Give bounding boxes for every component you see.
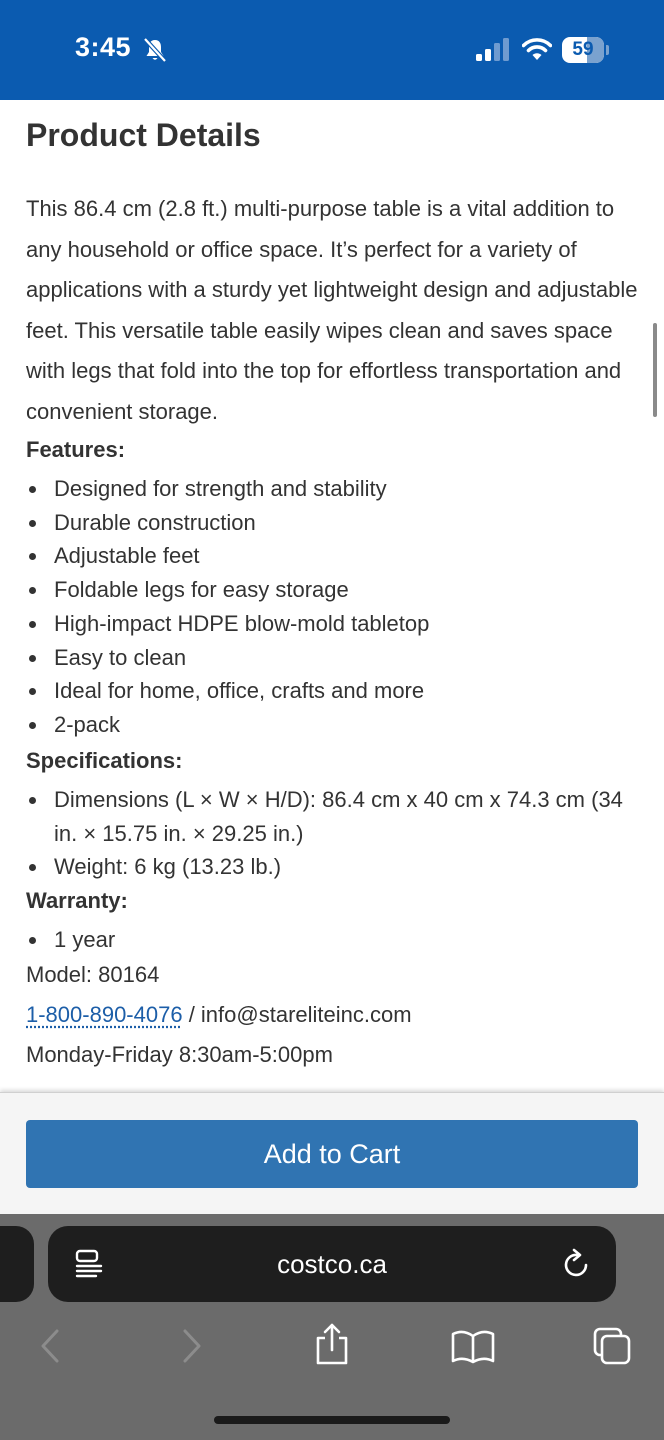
features-list bbox=[26, 472, 646, 742]
warranty-heading: Warranty: bbox=[26, 888, 128, 913]
product-description: This 86.4 cm (2.8 ft.) multi-purpose table is a vital addition to any household or office space. It’s perfect for a variety of applications with a sturdy yet lightweight design and adjustable feet. This versatile table easily wipes clean and saves space with legs that fold into the top for effortless transportation and convenient storage. bbox=[26, 196, 638, 424]
list-item: 2-pack bbox=[26, 708, 646, 742]
specifications-heading: Specifications: bbox=[26, 748, 183, 773]
battery-percentage: 59 bbox=[572, 39, 594, 60]
add-to-cart-button[interactable]: Add to Cart bbox=[26, 1120, 638, 1188]
bell-slash-icon bbox=[143, 37, 167, 63]
warranty-list bbox=[26, 923, 646, 957]
page-title: Product Details bbox=[26, 117, 261, 153]
forward-icon[interactable] bbox=[180, 1328, 204, 1364]
cellular-signal-icon bbox=[476, 38, 510, 62]
business-hours: Monday-Friday 8:30am-5:00pm bbox=[26, 1042, 333, 1067]
url-text: costco.ca bbox=[277, 1249, 387, 1279]
status-time: 3:45 bbox=[75, 32, 132, 62]
browser-toolbar bbox=[0, 1214, 664, 1440]
phone-link[interactable]: 1-800-890-4076 bbox=[26, 1002, 183, 1027]
battery-icon bbox=[562, 37, 610, 63]
list-item: Durable construction bbox=[26, 506, 646, 540]
add-to-cart-bar bbox=[0, 1092, 664, 1214]
features-heading: Features: bbox=[26, 437, 126, 462]
list-item: High-impact HDPE blow-mold tabletop bbox=[26, 607, 646, 641]
back-icon[interactable] bbox=[38, 1328, 62, 1364]
list-item: Foldable legs for easy storage bbox=[26, 573, 646, 607]
list-item: Ideal for home, office, crafts and more bbox=[26, 674, 646, 708]
email-text: / info@stareliteinc.com bbox=[182, 1002, 412, 1027]
list-item: Designed for strength and stability bbox=[26, 472, 646, 506]
scrollbar[interactable] bbox=[653, 323, 657, 417]
status-bar bbox=[0, 0, 664, 100]
reload-icon[interactable] bbox=[562, 1248, 592, 1280]
list-item: Weight: 6 kg (13.23 lb.) bbox=[26, 850, 646, 884]
address-bar[interactable] bbox=[48, 1226, 616, 1302]
list-item: Adjustable feet bbox=[26, 539, 646, 573]
list-item: Easy to clean bbox=[26, 641, 646, 675]
tabs-icon[interactable] bbox=[592, 1326, 632, 1366]
previous-tab-preview[interactable] bbox=[0, 1226, 34, 1302]
model-number: Model: 80164 bbox=[26, 962, 160, 987]
home-indicator bbox=[214, 1416, 450, 1424]
specifications-list bbox=[26, 783, 646, 884]
share-icon[interactable] bbox=[314, 1322, 350, 1366]
bookmarks-icon[interactable] bbox=[451, 1328, 495, 1364]
list-item: 1 year bbox=[26, 923, 646, 957]
contact-info bbox=[26, 1002, 412, 1028]
wifi-icon bbox=[522, 37, 552, 61]
list-item: Dimensions (L × W × H/D): 86.4 cm x 40 cm x 74.3 cm (34 in. × 15.75 in. × 29.25 in.) bbox=[26, 783, 646, 850]
